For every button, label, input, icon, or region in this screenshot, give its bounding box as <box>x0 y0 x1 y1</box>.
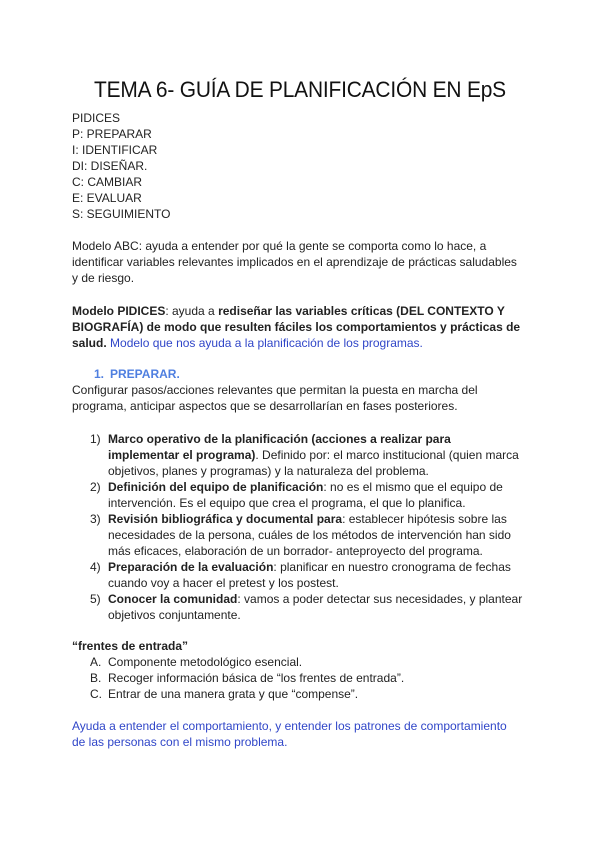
bold-text: BIOGRAFÍA) de modo que resulten fáciles los comportamientos y prácticas de <box>72 320 521 334</box>
preparar-section <box>72 366 532 414</box>
paragraph-line: Modelo ABC: ayuda a entender por qué la gente se comporta como lo hace, a <box>72 239 487 253</box>
normal-text: : ayuda a <box>165 304 219 318</box>
list-letter: A. <box>90 655 102 669</box>
normal-text: : establecer hipótesis sobre las <box>342 512 507 526</box>
list-item <box>72 686 532 702</box>
list-number: 5) <box>90 592 101 606</box>
normal-text: . Definido por: el marco institucional (quien marca <box>255 448 519 462</box>
section-heading <box>72 366 532 382</box>
list-line <box>72 591 552 607</box>
normal-text: : vamos a poder detectar sus necesidades, y plantear <box>237 592 523 606</box>
paragraph-line: Configurar pasos/acciones relevantes que permitan la puesta en marcha del <box>72 383 478 397</box>
paragraph-line: de las personas con el mismo problema. <box>72 735 288 749</box>
paragraph-line <box>72 303 532 319</box>
paragraph-line <box>72 335 532 351</box>
bold-text: Preparación de la evaluación <box>108 560 274 574</box>
section-number: 1. <box>93 367 104 381</box>
list-number: 4) <box>90 560 101 574</box>
list-item <box>72 511 552 559</box>
pidices-item: E: EVALUAR <box>72 191 142 205</box>
list-item <box>72 670 532 686</box>
list-item <box>72 479 552 511</box>
pidices-acronym-list <box>72 110 532 222</box>
bold-text: salud. <box>72 336 107 350</box>
pidices-item: C: CAMBIAR <box>72 175 143 189</box>
list-letter: C. <box>90 687 102 701</box>
normal-text: : no es el mismo que el equipo de <box>323 480 503 494</box>
list-line <box>72 431 552 447</box>
list-line: cuando voy a hacer el pretest y los postest. <box>108 576 339 590</box>
list-line <box>72 447 552 463</box>
list-number: 1) <box>90 432 101 446</box>
pidices-item: DI: DISEÑAR. <box>72 159 148 173</box>
abc-model-paragraph <box>72 238 532 286</box>
page-title: TEMA 6- GUÍA DE PLANIFICACIÓN EN EpS <box>94 77 506 102</box>
normal-text: : planificar en nuestro cronograma de fechas <box>273 560 511 574</box>
pidices-heading: PIDICES <box>72 111 121 125</box>
frentes-section <box>72 638 532 702</box>
paragraph-line <box>72 319 532 335</box>
list-line: Componente metodológico esencial. <box>108 655 303 669</box>
list-line: Entrar de una manera grata y que “compense”. <box>108 687 359 701</box>
bold-text: rediseñar las variables críticas (DEL CONTEXTO Y <box>218 304 505 318</box>
list-number: 3) <box>90 512 101 526</box>
list-item <box>72 654 532 670</box>
list-line: más eficaces, elaboración de un borrador- anteproyecto del programa. <box>108 544 483 558</box>
paragraph-line: identificar variables relevantes implicados en el aprendizaje de prácticas saludables <box>72 255 517 269</box>
list-line: intervención. Es el equipo que crea el programa, el que lo planifica. <box>108 496 466 510</box>
list-number: 2) <box>90 480 101 494</box>
bold-text: Marco operativo de la planificación (acciones a realizar para <box>108 432 451 446</box>
list-line: objetivos conjuntamente. <box>108 608 241 622</box>
list-line <box>72 559 552 575</box>
bold-text: implementar el programa) <box>108 448 256 462</box>
list-line <box>72 479 552 495</box>
pidices-model-paragraph <box>72 303 532 351</box>
closing-paragraph <box>72 718 532 750</box>
list-letter: B. <box>90 671 102 685</box>
paragraph-line: Ayuda a entender el comportamiento, y entender los patrones de comportamiento <box>72 719 507 733</box>
bold-text: Definición del equipo de planificación <box>108 480 324 494</box>
list-item <box>72 431 552 479</box>
preparar-steps-list <box>72 431 552 623</box>
section-heading: “frentes de entrada” <box>72 639 189 653</box>
paragraph-line: y de riesgo. <box>72 271 135 285</box>
highlight-text: Modelo que nos ayuda a la planificación de los programas. <box>106 336 423 350</box>
list-line: objetivos, planes y programas) y la naturaleza del problema. <box>108 464 429 478</box>
pidices-item: S: SEGUIMIENTO <box>72 207 171 221</box>
pidices-item: I: IDENTIFICAR <box>72 143 158 157</box>
paragraph-line: programa, anticipar aspectos que se desarrollarían en fases posteriores. <box>72 399 458 413</box>
pidices-item: P: PREPARAR <box>72 127 152 141</box>
list-item <box>72 591 552 623</box>
list-line <box>72 511 552 527</box>
bold-text: Conocer la comunidad <box>108 592 238 606</box>
list-item <box>72 559 552 591</box>
list-line: necesidades de la persona, cuáles de los métodos de intervención han sido <box>108 528 511 542</box>
bold-text: Modelo PIDICES <box>72 304 166 318</box>
list-line: Recoger información básica de “los frentes de entrada”. <box>108 671 405 685</box>
bold-text: Revisión bibliográfica y documental para <box>108 512 343 526</box>
section-heading-label: PREPARAR. <box>110 367 180 381</box>
